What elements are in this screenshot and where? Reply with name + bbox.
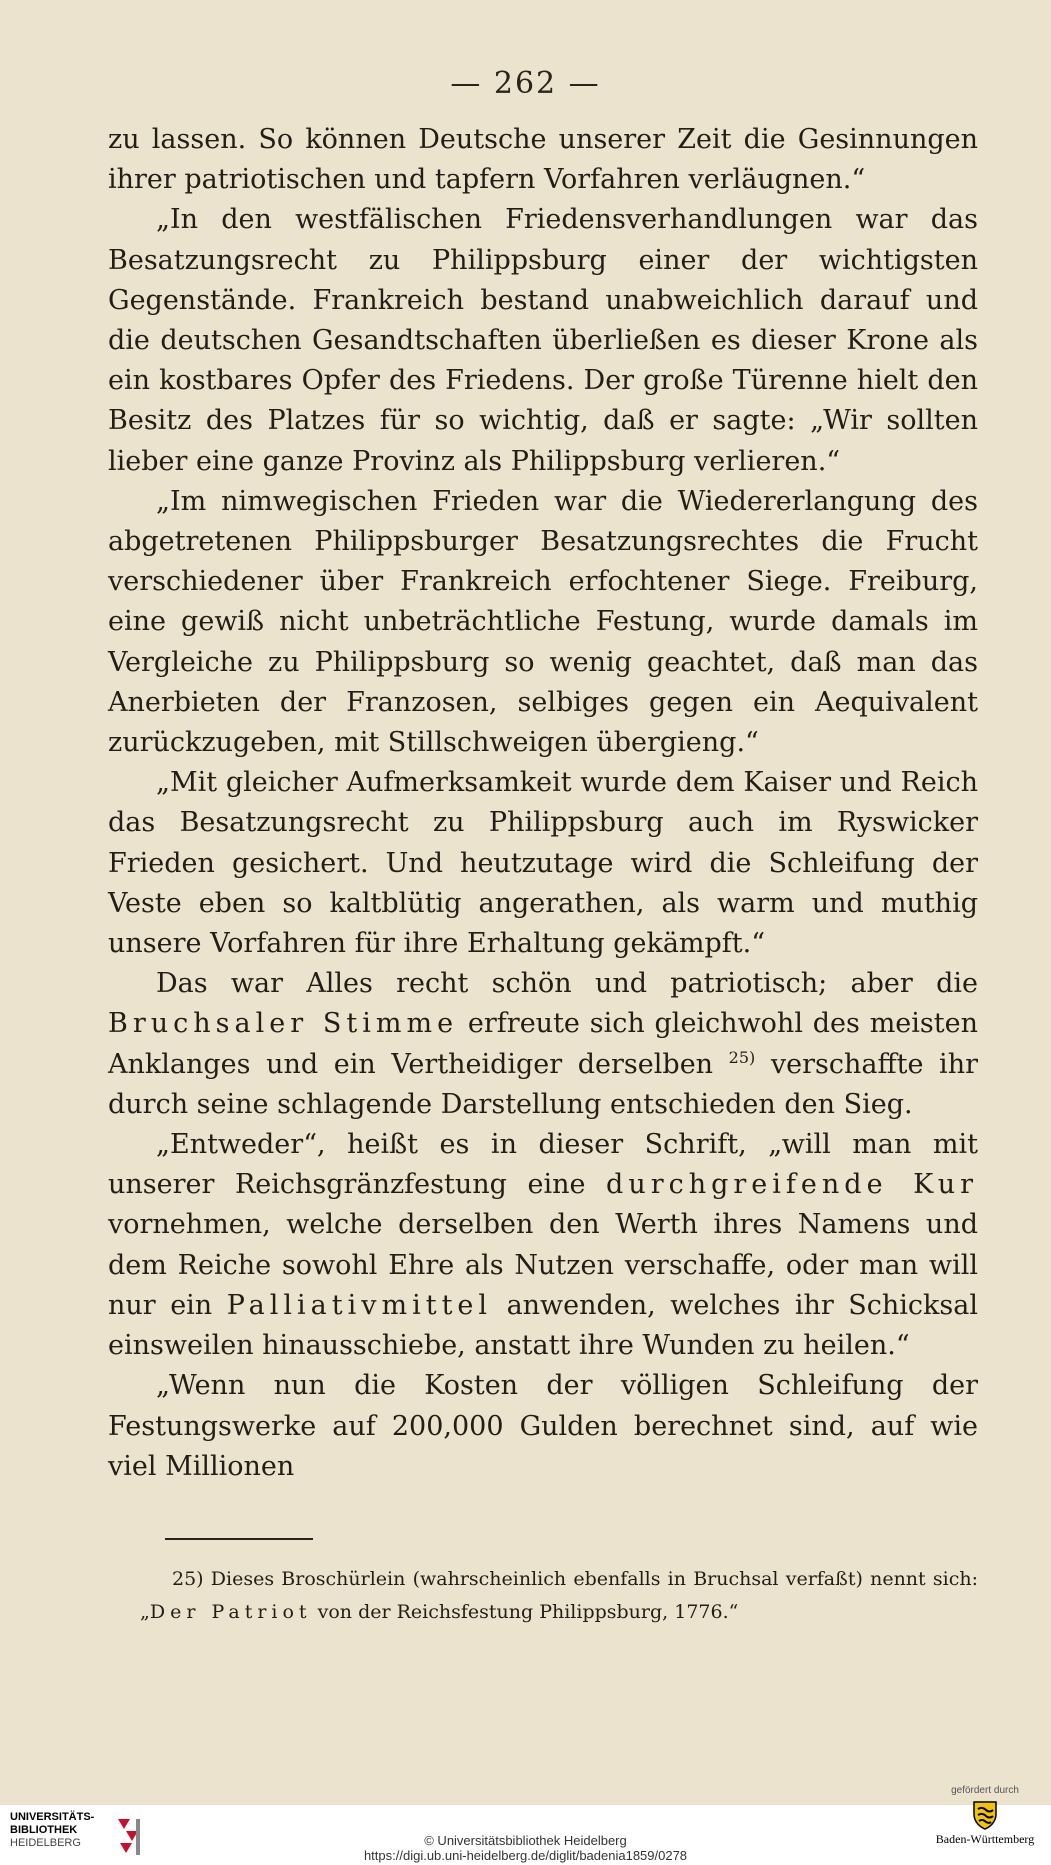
footnote-text [140,1563,978,1629]
logo-text: UNIVERSITÄTS- [10,1811,95,1823]
paragraph: „In den westfälischen Friedensverhandlungen war das Besatzungsrecht zu Philippsburg einer der wichtigsten Gegenstände. Frankreich bestand unabweichlich darauf und die deutschen Gesandtschaften überließen es dieser Krone als ein kostbares Opfer des Friedens. Der große Türenne hielt den Besitz des Platzes für so wichtig, daß er sagte: „Wir sollten lieber eine ganze Provinz als Philippsburg verlieren.“ [108,204,978,477]
text-run: 25) Dieses Broschürlein (wahrscheinlich ebenfalls in Bruchsal verfaßt) nennt sich: „ [140,1568,978,1623]
emphasized-text: Bruchsaler Stimme [108,1008,459,1040]
paragraph [108,1125,978,1366]
paragraph: „Wenn nun die Kosten der völligen Schleifung der Festungswerke auf 200,000 Gulden berechnet sind, auf wie viel Millionen [108,1370,978,1482]
text-run: vornehmen, welche derselben den Werth ihres Namens und dem Reiche sowohl Ehre als Nutzen verschaffe, oder man will nur ein [108,1209,978,1321]
text-run: „Entweder“, heißt es in dieser Schrift, „will man mit unserer Reichsgränzfestung eine [108,1129,978,1201]
emphasized-text: durchgreifende Kur [606,1169,978,1201]
text-run: Das war Alles recht schön und patriotisch; aber die [156,968,978,1000]
paragraph: „Mit gleicher Aufmerksamkeit wurde dem Kaiser und Reich das Besatzungsrecht zu Philippsburg auch im Ryswicker Frieden gesichert. Und heutzutage wird die Schleifung der Veste eben so kaltblütig angerathen, als warm und muthig unsere Vorfahren für ihre Erhaltung gekämpft.“ [108,767,978,960]
footer-bar [0,1785,1051,1865]
copyright-text: © Universitätsbibliothek Heidelberg [424,1833,627,1848]
text-run: erfreute sich gleichwohl des meisten Anklanges und ein Vertheidiger derselben [108,1008,978,1080]
text-run: verschaffte ihr durch seine schlagende Darstellung entschieden den Sieg. [108,1048,978,1120]
copyright-notice [0,1833,1051,1863]
emphasized-text: Der Patriot [149,1601,312,1623]
text-run: von der Reichsfestung Philippsburg, 1776.“ [311,1601,739,1623]
footnote-ref[interactable]: 25) [728,1047,756,1067]
body-text [108,120,978,1487]
paragraph [108,964,978,1125]
page-number: — 262 — [450,66,601,101]
footnote-divider [165,1538,313,1540]
paragraph: zu lassen. So können Deutsche unserer Zeit die Gesinnungen ihrer patriotischen und tapfern Vorfahren verläugnen.“ [108,124,978,196]
sponsor-block [925,1785,1045,1847]
logo-text: BIBLIOTHEK [10,1824,78,1836]
emphasized-text: Palliativmittel [226,1289,493,1321]
state-coat-of-arms-icon [972,1800,998,1830]
text-run: anwenden, welches ihr Schicksal einsweilen hinausschiebe, anstatt ihre Wunden zu heilen.“ [108,1289,978,1362]
logo-text: HEIDELBERG [10,1837,81,1849]
paragraph: „Im nimwegischen Frieden war die Wiedererlangung des abgetretenen Philippsburger Besatzungsrechtes die Frucht verschiedener über Frankreich erfochtener Siege. Freiburg, eine gewiß nicht unbeträchtliche Festung, wurde damals im Vergleiche zu Philippsburg so wenig geachtet, daß man das Anerbieten der Franzosen, selbiges gegen ein Aequivalent zurückzugeben, mit Stillschweigen übergieng.“ [108,485,978,759]
footnote [140,1563,978,1629]
permalink-url[interactable]: https://digi.ub.uni-heidelberg.de/diglit/badenia1859/0278 [363,1848,688,1863]
sponsor-label: gefördert durch [951,1785,1019,1796]
sponsor-name: Baden-Württemberg [935,1832,1035,1846]
